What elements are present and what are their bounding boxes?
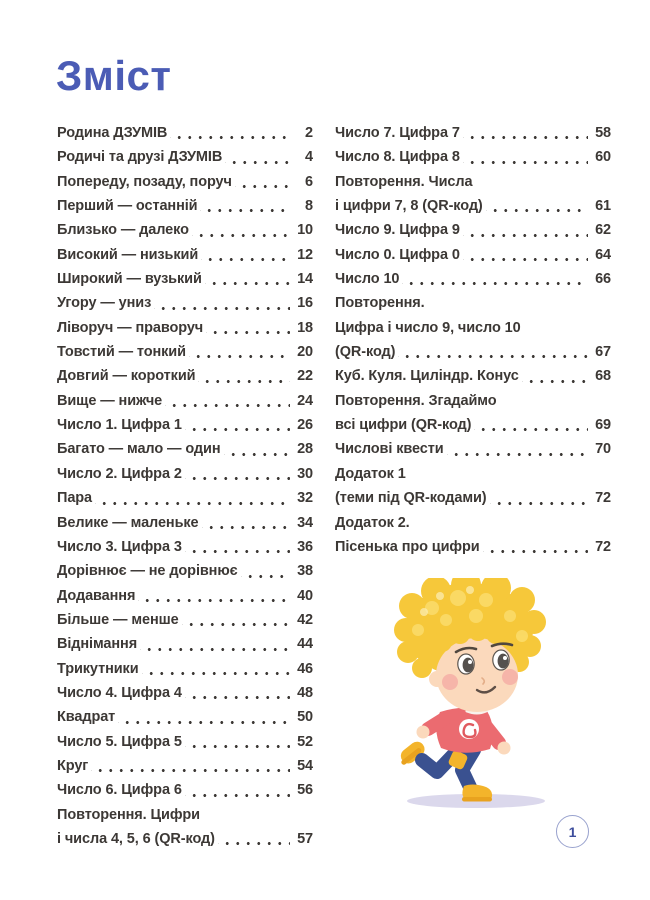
toc-entry-page: 61 [595, 198, 611, 215]
dot-leader [200, 194, 290, 218]
toc-entry-page: 24 [297, 392, 313, 409]
toc-entry-page: 30 [297, 465, 313, 482]
dot-leader [182, 608, 290, 632]
toc-entry [57, 243, 313, 267]
dot-leader [140, 632, 290, 656]
toc-entry [335, 389, 611, 438]
toc-entry [335, 267, 611, 291]
toc-entry-label: Більше — менше [57, 611, 179, 628]
dot-leader [185, 778, 290, 802]
toc-entry [57, 389, 313, 413]
toc-entry-label: Широкий — вузький [57, 271, 202, 288]
toc-entry-line: Повторення. Згадаймо [335, 392, 497, 409]
dot-leader [185, 535, 290, 559]
toc-entry [57, 145, 313, 169]
toc-entry-label: Круг [57, 757, 89, 774]
toc-entry [335, 364, 611, 388]
toc-entry-label: Пара [57, 490, 93, 507]
toc-entry [57, 681, 313, 705]
toc-entry [335, 462, 611, 511]
toc-entry-label: Довгий — короткий [57, 368, 196, 385]
dot-leader [170, 121, 290, 145]
toc-entry [335, 437, 611, 461]
toc-entry [57, 291, 313, 315]
toc-entry-label: Куб. Куля. Циліндр. Конус [335, 368, 519, 385]
dot-leader [474, 413, 588, 437]
dot-leader [165, 389, 290, 413]
dot-leader [463, 121, 588, 145]
toc-entry-page: 20 [297, 344, 313, 361]
toc-entry [57, 462, 313, 486]
toc-entry-page: 6 [305, 173, 313, 190]
toc-entry [335, 511, 611, 560]
toc-entry-line: Повторення. [335, 295, 425, 312]
toc-entry-label: і цифри 7, 8 (QR-код) [335, 198, 483, 215]
toc-column-left [57, 121, 313, 851]
toc-entry [57, 413, 313, 437]
dot-leader [490, 486, 588, 510]
toc-entry-page: 34 [297, 514, 313, 531]
toc-entry-label: Угору — униз [57, 295, 152, 312]
toc-entry [57, 218, 313, 242]
toc-entry-page: 36 [297, 538, 313, 555]
dot-leader [241, 559, 290, 583]
toc-entry [57, 730, 313, 754]
toc-entry-page: 48 [297, 684, 313, 701]
toc-entry-page: 67 [595, 344, 611, 361]
toc-entry-page: 18 [297, 319, 313, 336]
toc-entry-page: 44 [297, 636, 313, 653]
dot-leader [118, 705, 290, 729]
toc-entry-page: 16 [297, 295, 313, 312]
toc-entry-label: Родичі та друзі ДЗУМІВ [57, 149, 223, 166]
toc-entry [57, 754, 313, 778]
toc-entry-page: 42 [297, 611, 313, 628]
toc-entry [335, 145, 611, 169]
dot-leader [224, 437, 291, 461]
toc-entry-label: Ліворуч — праворуч [57, 319, 204, 336]
toc-entry [57, 608, 313, 632]
toc-entry-label: Багато — мало — один [57, 441, 221, 458]
dot-leader [205, 267, 290, 291]
toc-entry [335, 243, 611, 267]
toc-entry-label: Число 9. Цифра 9 [335, 222, 460, 239]
toc-entry-page: 52 [297, 733, 313, 750]
toc-entry-label: Число 0. Цифра 0 [335, 246, 460, 263]
toc-entry [57, 803, 313, 852]
toc-entry-page: 69 [595, 417, 611, 434]
toc-entry-page: 68 [595, 368, 611, 385]
toc-entry [57, 778, 313, 802]
toc-entry [57, 437, 313, 461]
toc-column-right [335, 121, 611, 559]
toc-entry-page: 22 [297, 368, 313, 385]
toc-entry-page: 57 [297, 830, 313, 847]
dot-leader [138, 584, 290, 608]
toc-entry-label: Пісенька про цифри [335, 538, 480, 555]
dot-leader [185, 462, 290, 486]
toc-entry-label: Додавання [57, 587, 136, 604]
toc-entry-page: 14 [297, 271, 313, 288]
toc-entry-label: Число 6. Цифра 6 [57, 782, 182, 799]
toc-entry [335, 121, 611, 145]
toc-entry-label: Дорівнює — не дорівнює [57, 563, 238, 580]
dot-leader [486, 194, 588, 218]
toc-entry-page: 2 [305, 125, 313, 141]
toc-entry [335, 170, 611, 219]
toc-entry [57, 705, 313, 729]
toc-entry-label: і числа 4, 5, 6 (QR-код) [57, 830, 215, 847]
toc-entry-line: Додаток 1 [335, 465, 406, 482]
toc-entry-label: (теми під QR-кодами) [335, 490, 487, 507]
toc-entry [57, 316, 313, 340]
toc-entry-label: Високий — низький [57, 246, 199, 263]
toc-entry-page: 32 [297, 490, 313, 507]
toc-entry-page: 66 [595, 271, 611, 288]
toc-entry-label: Перший — останній [57, 198, 198, 215]
toc-entry-page: 54 [297, 757, 313, 774]
dot-leader [402, 267, 588, 291]
toc-entry-label: Число 2. Цифра 2 [57, 465, 182, 482]
toc-entry-page: 58 [595, 125, 611, 141]
dot-leader [522, 364, 588, 388]
dot-leader [201, 243, 290, 267]
toc-entry-line: Повторення. Цифри [57, 806, 200, 823]
toc-entry-label: Число 3. Цифра 3 [57, 538, 182, 555]
toc-entry [57, 364, 313, 388]
page-number-badge [556, 815, 589, 848]
dot-leader [142, 657, 290, 681]
toc-entry-label: Число 4. Цифра 4 [57, 684, 182, 701]
toc-entry-line: Цифра і число 9, число 10 [335, 319, 521, 336]
page-title: Зміст [56, 52, 172, 99]
toc-entry [57, 486, 313, 510]
dot-leader [463, 243, 588, 267]
toc-entry [57, 170, 313, 194]
toc-entry-line: Додаток 2. [335, 514, 410, 531]
toc-entry [57, 632, 313, 656]
dot-leader [198, 364, 290, 388]
dot-leader [398, 340, 588, 364]
toc-entry-line: Повторення. Числа [335, 173, 473, 190]
toc-entry-label: всі цифри (QR-код) [335, 417, 472, 434]
dot-leader [206, 316, 290, 340]
toc-entry-page: 72 [595, 538, 611, 555]
toc-entry-page: 64 [595, 246, 611, 263]
toc-entry [335, 291, 611, 364]
dot-leader [202, 511, 290, 535]
toc-entry-label: Родина ДЗУМІВ [57, 125, 168, 141]
toc-entry-label: Попереду, позаду, поруч [57, 173, 232, 190]
toc-entry-label: Трикутники [57, 660, 139, 677]
toc-entry [57, 511, 313, 535]
toc-entry-page: 72 [595, 490, 611, 507]
toc-entry-page: 40 [297, 587, 313, 604]
dot-leader [189, 340, 290, 364]
toc-entry [57, 657, 313, 681]
toc-entry-page: 60 [595, 149, 611, 166]
dot-leader [463, 145, 588, 169]
toc-entry-page: 28 [297, 441, 313, 458]
toc-entry [57, 535, 313, 559]
dot-leader [235, 170, 290, 194]
front-leg [447, 749, 492, 801]
toc-entry [57, 584, 313, 608]
dot-leader [95, 486, 290, 510]
toc-entry [57, 267, 313, 291]
toc-entry-label: Числові квести [335, 441, 444, 458]
toc-entry [57, 121, 313, 145]
dot-leader [463, 218, 588, 242]
toc-entry [57, 194, 313, 218]
toc-entry-page: 56 [297, 782, 313, 799]
dot-leader [91, 754, 290, 778]
dot-leader [185, 413, 290, 437]
dot-leader [218, 827, 290, 851]
toc-entry-label: Вище — нижче [57, 392, 163, 409]
toc-entry-label: Число 1. Цифра 1 [57, 417, 182, 434]
dot-leader [185, 730, 290, 754]
toc-entry-label: Віднімання [57, 636, 138, 653]
toc-entry-page: 10 [297, 222, 313, 239]
toc-entry-page: 4 [305, 149, 313, 166]
toc-entry-label: Близько — далеко [57, 222, 189, 239]
toc-entry [57, 559, 313, 583]
toc-entry-page: 12 [297, 246, 313, 263]
dot-leader [225, 145, 290, 169]
toc-entry-page: 62 [595, 222, 611, 239]
toc-entry-page: 70 [595, 441, 611, 458]
dot-leader [154, 291, 290, 315]
boy-illustration [380, 578, 610, 812]
toc-entry-label: Велике — маленьке [57, 514, 199, 531]
toc-entry-page: 46 [297, 660, 313, 677]
toc-entry-page: 38 [297, 563, 313, 580]
toc-entry-page: 26 [297, 417, 313, 434]
toc-entry-label: Товстий — тонкий [57, 344, 186, 361]
toc-entry-label: Число 7. Цифра 7 [335, 125, 460, 141]
toc-entry-label: Квадрат [57, 709, 116, 726]
page-number: 1 [568, 823, 577, 840]
dot-leader [192, 218, 290, 242]
toc-entry-page: 50 [297, 709, 313, 726]
toc-entry-page: 8 [305, 198, 313, 215]
dot-leader [447, 437, 588, 461]
toc-entry [57, 340, 313, 364]
dot-leader [185, 681, 290, 705]
toc-entry-label: Число 8. Цифра 8 [335, 149, 460, 166]
toc-entry [335, 218, 611, 242]
toc-entry-label: (QR-код) [335, 344, 396, 361]
dot-leader [483, 535, 588, 559]
toc-entry-label: Число 5. Цифра 5 [57, 733, 182, 750]
toc-entry-label: Число 10 [335, 271, 400, 288]
